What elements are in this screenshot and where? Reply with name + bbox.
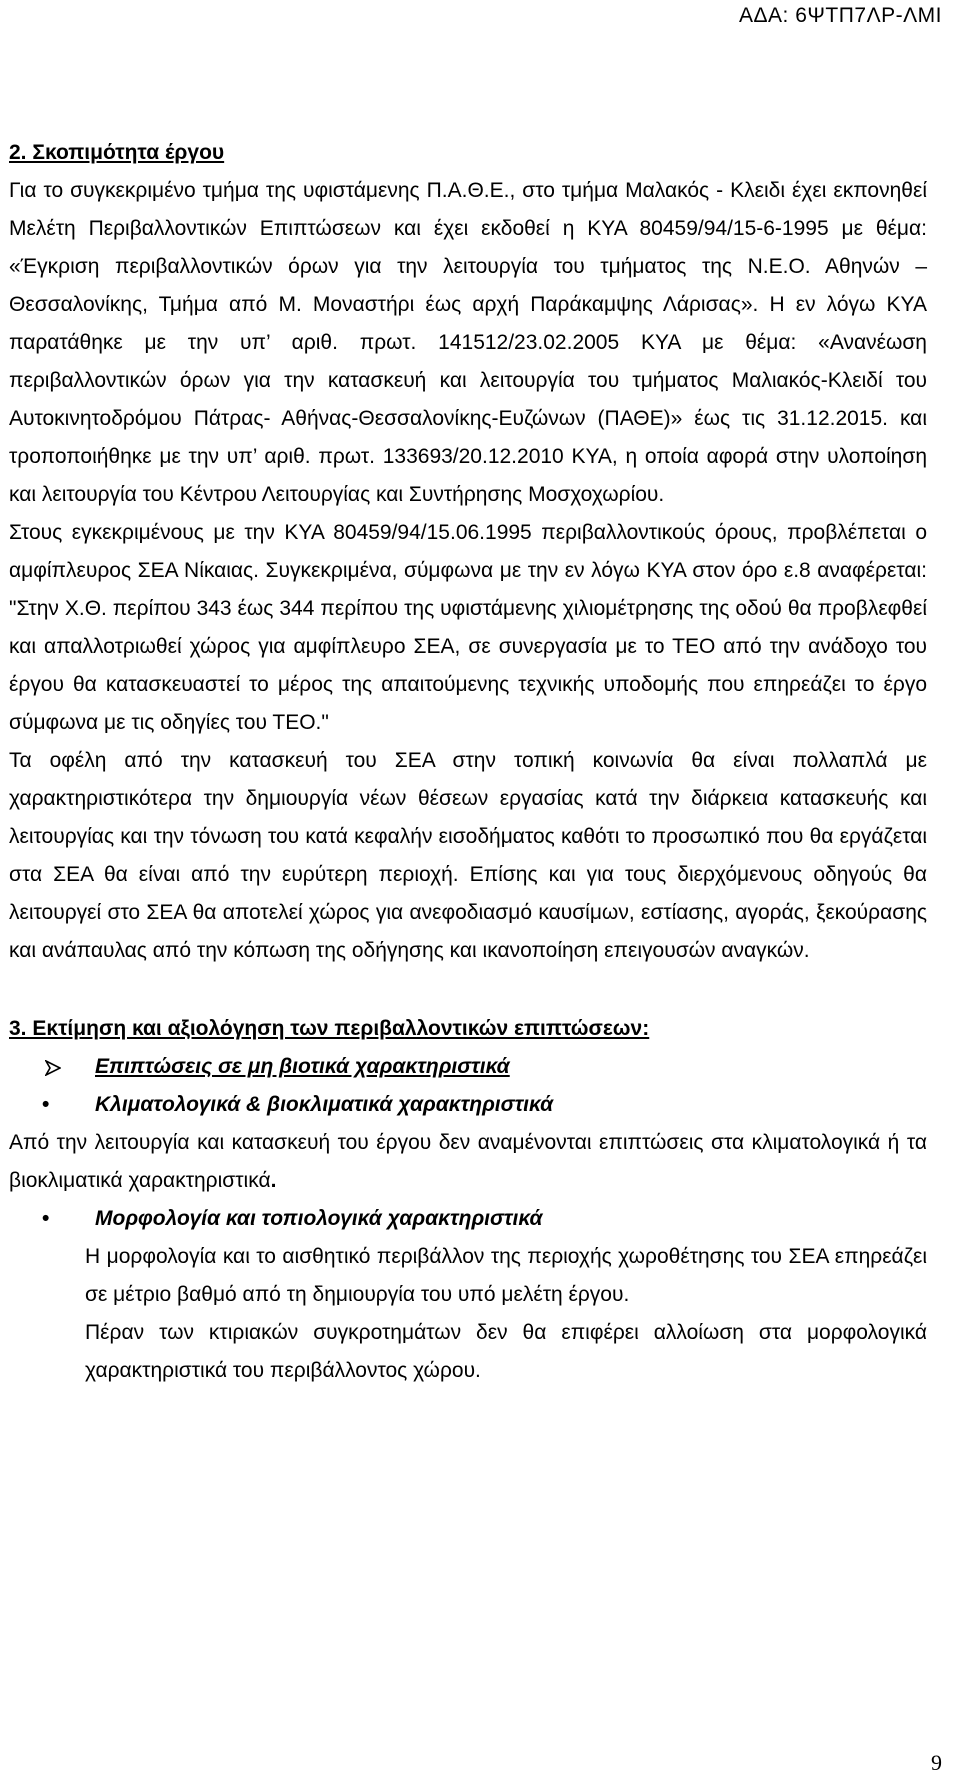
- climate-text: Από την λειτουργία και κατασκευή του έργου δεν αναμένονται επιπτώσεις στα κλιματολογικά ή τα βιοκλιματικά χαρακτηριστικά: [9, 1131, 927, 1192]
- section-2-heading: 2. Σκοπιμότητα έργου: [9, 141, 225, 164]
- section-2-paragraph-3: Τα οφέλη από την κατασκευή του ΣΕΑ στην τοπική κοινωνία θα είναι πολλαπλά με χαρακτηριστικότερα την δημιουργία νέων θέσεων εργασίας κατά την διάρκεια κατασκευής και λειτουργίας και την τόνωση του κατά κεφαλήν εισοδήματος καθότι το προσωπικό που θα εργάζεται στα ΣΕΑ θα είναι από την ευρύτερη περιοχή. Επίσης και για τους διερχόμενους οδηγούς θα λειτουργεί στο ΣΕΑ θα αποτελεί χώρος για ανεφοδιασμό καυσίμων, εστίασης, αγοράς, ξεκούρασης και ανάπαυλας από την κόπωση της οδήγησης και ικανοποίηση επειγουσών αναγκών.: [9, 749, 927, 962]
- arrowhead-bullet-icon: [45, 1060, 61, 1076]
- climate-paragraph: [9, 1124, 927, 1200]
- page-number: 9: [931, 1750, 942, 1775]
- list-item-morphology: [9, 1200, 927, 1238]
- section-3-heading: 3. Εκτίμηση και αξιολόγηση των περιβαλλοντικών επιπτώσεων:: [9, 1017, 650, 1040]
- bullet-icon: •: [42, 1207, 50, 1230]
- morphology-paragraph-1: Η μορφολογία και το αισθητικό περιβάλλον της περιοχής χωροθέτησης του ΣΕΑ επηρεάζει σε μέτριο βαθμό από τη δημιουργία του υπό μελέτη έργου.: [85, 1245, 927, 1306]
- section-2-paragraph-2: Στους εγκεκριμένους με την ΚΥΑ 80459/94/15.06.1995 περιβαλλοντικούς όρους, προβλέπεται ο αμφίπλευρος ΣΕΑ Νίκαιας. Συγκεκριμένα, σύμφωνα με την εν λόγω ΚΥΑ στον όρο ε.8 αναφέρεται: "Στην Χ.Θ. περίπου 343 έως 344 περίπου της υφιστάμενης χιλιομέτρησης της οδού θα προβλεφθεί και απαλλοτριωθεί χώρος για αμφίπλευρο ΣΕΑ, σε συνεργασία με το ΤΕΟ από την ανάδοχο του έργου θα κατασκευαστεί το μέρος της απαιτούμενης τεχνικής υποδομής που επηρεάζει το έργο σύμφωνα με τις οδηγίες του ΤΕΟ.": [9, 521, 927, 734]
- climate-text-period: .: [270, 1169, 277, 1192]
- list-item-abiotic-label: Επιπτώσεις σε μη βιοτικά χαρακτηριστικά: [95, 1055, 510, 1078]
- document-id: ΑΔΑ: 6ΨΤΠ7ΛΡ-ΛΜΙ: [739, 4, 942, 27]
- list-item-abiotic: [9, 1048, 927, 1086]
- list-item-morphology-label: Μορφολογία και τοπιολογικά χαρακτηριστικά: [95, 1207, 543, 1230]
- section-2-paragraph-1: Για το συγκεκριμένο τμήμα της υφιστάμενης Π.Α.Θ.Ε., στο τμήμα Μαλακός - Κλειδι έχει εκπονηθεί Μελέτη Περιβαλλοντικών Επιπτώσεων και έχει εκδοθεί η ΚΥΑ 80459/94/15-6-1995 με θέμα: «Έγκριση περιβαλλοντικών όρων για την λειτουργία του τμήματος της Ν.Ε.Ο. Αθηνών – Θεσσαλονίκης, Τμήμα από Μ. Μοναστήρι έως αρχή Παράκαμψης Λάρισας». Η εν λόγω ΚΥΑ παρατάθηκε με την υπ’ αριθ. πρωτ. 141512/23.02.2005 ΚΥΑ με θέμα: «Ανανέωση περιβαλλοντικών όρων για την κατασκευή και λειτουργία του τμήματος Μαλιακός-Κλειδί του Αυτοκινητοδρόμου Πάτρας- Αθήνας-Θεσσαλονίκης-Ευζώνων (ΠΑΘΕ)» έως τις 31.12.2015. και τροποποιήθηκε με την υπ’ αριθ. πρωτ. 133693/20.12.2010 ΚΥΑ, η οποία αφορά στην υλοποίηση και λειτουργία του Κέντρου Λειτουργίας και Συντήρησης Μοσχοχωρίου.: [9, 179, 927, 506]
- list-item-climate: [9, 1086, 927, 1124]
- list-item-climate-label: Κλιματολογικά & βιοκλιματικά χαρακτηριστικά: [95, 1093, 554, 1116]
- section-spacer: [9, 970, 927, 1010]
- bullet-icon: •: [42, 1093, 50, 1116]
- morphology-paragraph-2: Πέραν των κτιριακών συγκροτημάτων δεν θα επιφέρει αλλοίωση στα μορφολογικά χαρακτηριστικά του περιβάλλοντος χώρου.: [85, 1321, 927, 1382]
- document-body: [9, 135, 927, 1390]
